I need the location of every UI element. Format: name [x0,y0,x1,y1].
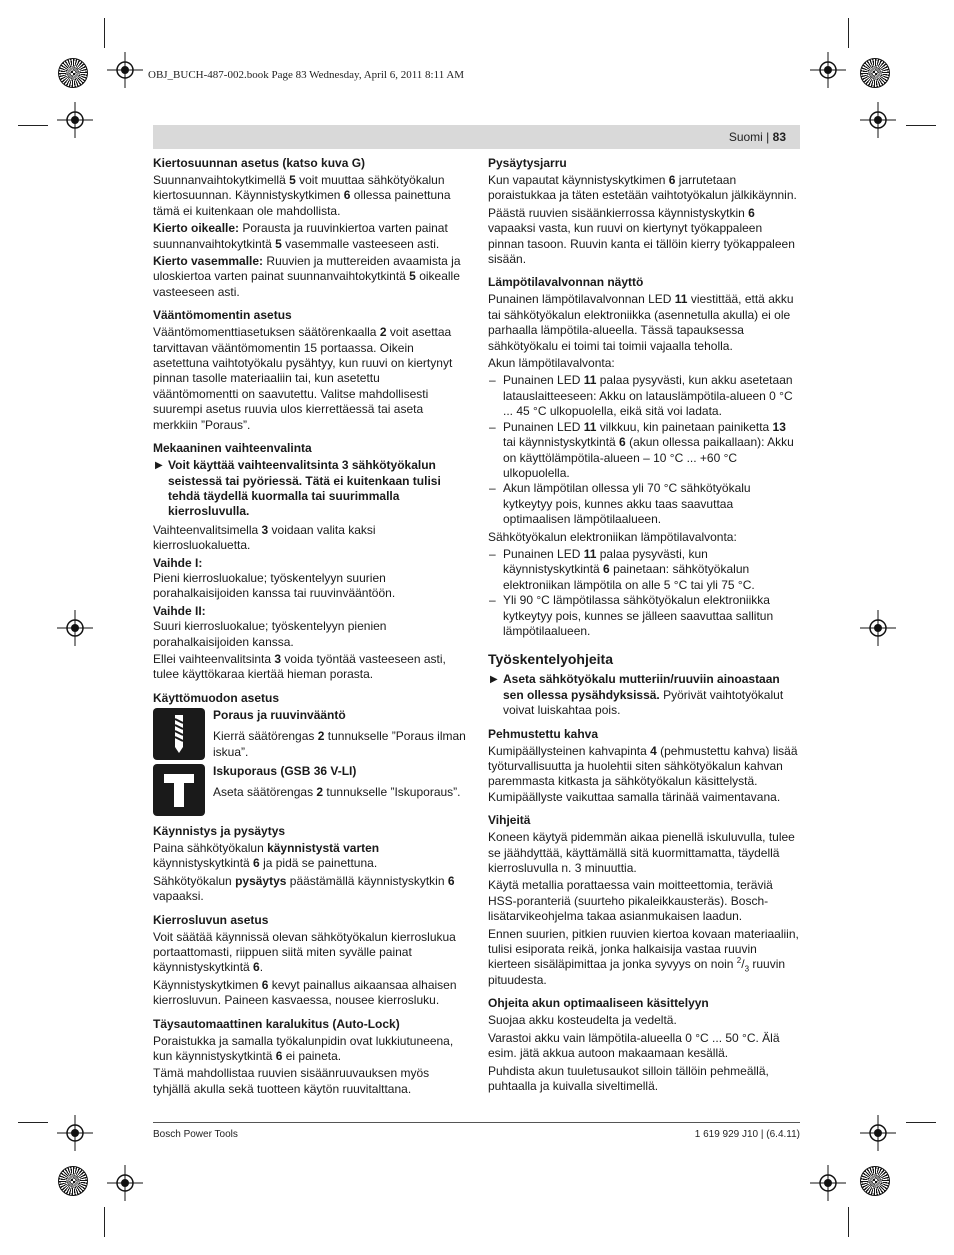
header-language: Suomi | 83 [728,130,786,144]
warning-triangle-icon: ▶ [155,460,163,472]
mode-drilling [153,708,466,760]
paragraph: Varastoi akku vain lämpötila-alueella 0 °C ... 50 °C. Älä esim. jätä akkua autoon makaamaan kesällä. [488,1030,780,1061]
paragraph: Pieni kierrosluokalue; työskentelyyn suurien porahalkaisijoiden kanssa tai ruuvinvääntöön. [153,570,396,601]
section-heading: Vihjeitä [488,813,531,828]
paragraph: Vaihteenvalitsimella 3 voidaan valita kaksi kierrosluokaluetta. [153,522,376,553]
page-header [153,125,800,149]
section-heading: Käyttömuodon asetus [153,690,280,705]
hammer-mode-icon [153,764,205,816]
paragraph: Ennen suurien, pitkien ruuvien kiertoa kovaan materiaaliin, tulisi esiporata reikä, jonka halkaisija vastaa ruuvin kierteen sisäläpimittaa ja jonka syvyys on noin $^2/_3$ ruuvin pituudesta. [488,926,799,987]
paragraph: Vääntömomenttiasetuksen säätörenkaalla 2 voit asettaa tarvittavan vääntömomentin 15 portaassa. Oikein asetettuna vaihtotyökalu pysähtyy, kun ruuvi on kiertynyt pinnan tasolle materiaaliin tai, kun asetettu vääntömomentti on saavutettu. Valitse mahdollisesti suurempi asetus ruuvia ulos kierrettäessä tai aseta merkkiin ”Poraus”. [153,325,453,432]
list-item: – Punainen LED 11 palaa pysyvästi, kun käynnistyskytkintä 6 painetaan: sähkötyökalun elektroniikan lämpötila on alle 5 °C tai yli 75 °C. [488,547,801,593]
paragraph: Suunnanvaihtokytkimellä 5 voit muuttaa sähkötyökalun kiertosuunnan. Käynnistyskytkimen 6 ollessa painettuna tämä ei kuitenkaan ole mahdollista. [153,173,451,218]
warning-note: ▶ Voit käyttää vaihteenvalitsinta 3 sähkötyökalun seistessä tai pyöriessä. Tätä ei kuitenkaan tulisi tehdä täydellä kuormalla tai suurimmalla kierrosluvulla. [155,458,441,519]
page-number: 83 [772,130,786,144]
trim-mark [104,1207,105,1237]
color-bar-disk-icon [58,58,88,88]
section-heading: Vääntömomentin asetus [153,308,292,323]
paragraph: Kierto vasemmalle: Ruuvien ja muttereiden avaamista ja uloskiertoa varten painat suunnanvaihtokytkintä 5 oikealle vasteeseen asti. [153,254,461,299]
trim-mark [906,125,936,126]
section-heading: Pysäytysjarru [488,156,567,170]
registration-mark-icon [57,610,93,646]
color-bar-disk-icon [860,1166,890,1196]
registration-mark-icon [57,1115,93,1151]
footer-brand: Bosch Power Tools [153,1129,238,1140]
list-item: – Yli 90 °C lämpötilassa sähkötyökalun elektroniikka kytkeytyy pois, kunnes se jälleen saavuttaa sallitun lämpötilaalueen. [488,593,801,639]
paragraph: Tämä mahdollistaa ruuvien sisäänruuvauksen myös tyhjällä akulla sekä tuotteen käytön ruuvitalttana. [153,1066,430,1096]
bullet-list [488,373,801,527]
warning-note: ▶ Aseta sähkötyökalu mutteriin/ruuviin ainoastaan sen ollessa pysähdyksissä. Pyörivät vaihtotyökalut voivat luiskahtaa pois. [490,672,784,718]
bullet-list [488,547,801,639]
registration-mark-icon [860,102,896,138]
trim-mark [18,1122,48,1123]
section-heading: Käynnistys ja pysäytys [153,824,286,838]
paragraph: Paina sähkötyökalun käynnistystä varten käynnistyskytkintä 6 ja pidä se painettuna. [153,841,380,871]
section-heading: Mekaaninen vaihteenvalinta [153,441,312,456]
paragraph: Ellei vaihteenvalitsinta 3 voida työntää vasteeseen asti, tulee käyttökaraa kiertää hieman porasta. [153,651,446,682]
paragraph: Käynnistyskytkimen 6 kevyt painallus aikaansaa alhaisen kierrosluvun. Paineen kasvaessa, nousee kierrosluku. [153,977,457,1008]
paragraph: Kierto oikealle: Porausta ja ruuvinkiertoa varten painat suunnanvaihtokytkintä 5 vasemmalle vasteeseen asti. [153,221,448,251]
paragraph: Sähkötyökalun pysäytys päästämällä käynnistyskytkin 6 vapaaksi. [153,873,455,904]
color-bar-disk-icon [58,1166,88,1196]
drill-mode-icon [153,708,205,760]
paragraph: Kun vapautat käynnistyskytkimen 6 jarrutetaan poraistukkaa ja täten estetään vaihtotyökalun jälkikäynnin. [488,173,797,203]
paragraph: Poraistukka ja samalla työkalunpidin ovat lukkiutuneena, kun käynnistyskytkintä 6 ei paineta. [153,1033,454,1064]
registration-mark-icon [107,52,143,88]
paragraph: Käytä metallia porattaessa vain moitteettomia, teräviä HSS-poranteriä (suurteho pikaleikkausteräs). Bosch-lisätarvikeohjelma takaa asianmukaisen laadun. [488,878,773,924]
trim-mark [18,125,48,126]
mode-title: Poraus ja ruuvinvääntö [213,707,346,722]
paragraph: Punainen lämpötilavalvonnan LED 11 viestittää, että akku tai sähkötyökalun elektroniikka (asennetulla akulla) ei ole parhaalla lämpötila-alueella. Tässä tapauksessa sähkötyökalu ei toimi tai toimii vajaalla teholla. [488,292,794,353]
section-heading: Pehmustettu kahva [488,726,599,741]
paragraph: Voit säätää käynnissä olevan sähkötyökalun kierroslukua portaattomasti, riippuen siitä miten syvälle painat käynnistyskytkintä 6. [153,929,456,975]
paragraph: Kumipäällysteinen kahvapinta 4 (pehmustettu kahva) lisää työturvallisuutta ja huolehtii siten sähkötyökalun kahvan paremmasta kitkasta ja sähkötyökalun käsittelystä. Kumipäällyste vaikuttaa samalla tärinää vaimentavana. [488,743,798,804]
left-column [153,156,466,1099]
gear-label: Vaihde II: [153,603,206,618]
mode-text: Aseta säätörengas 2 tunnukselle ”Iskuporaus”. [213,785,461,800]
section-heading: Täysautomaattinen karalukitus (Auto-Lock) [153,1016,400,1031]
section-heading: Lämpötilavalvonnan näyttö [488,275,644,290]
footer-rule [153,1122,800,1123]
warning-triangle-icon: ▶ [490,674,498,686]
paragraph: Suuri kierrosluokalue; työskentelyyn pienien porahalkaisijoiden kanssa. [153,619,387,649]
trim-mark [848,1207,849,1237]
paragraph: Puhdista akun tuuletusaukot silloin tällöin pehmeällä, puhtaalla ja kuivalla siveltimellä. [488,1063,769,1093]
paragraph: Päästä ruuvien sisäänkierrossa käynnistyskytkin 6 vapaaksi vasta, kun ruuvi on kiertynyt työkappaleen pinnan tasoon. Ruuvin kanta ei tällöin kierry työkappaleen sisään. [488,205,795,267]
gear-label: Vaihde I: [153,555,203,570]
paragraph: Sähkötyökalun elektroniikan lämpötilavalvonta: [488,529,737,544]
registration-mark-icon [860,610,896,646]
paragraph: Suojaa akku kosteudelta ja vedeltä. [488,1013,677,1028]
registration-mark-icon [107,1165,143,1201]
mode-title: Iskuporaus (GSB 36 V-LI) [213,764,357,778]
section-heading: Kiertosuunnan asetus (katso kuva G) [153,156,366,170]
registration-mark-icon [57,102,93,138]
trim-mark [848,18,849,48]
section-heading: Kierrosluvun asetus [153,912,269,927]
mode-text: Kierrä säätörengas 2 tunnukselle ”Poraus ilman iskua”. [213,729,466,759]
registration-mark-icon [860,1115,896,1151]
list-item: – Punainen LED 11 vilkkuu, kin painetaan painiketta 13 tai käynnistyskytkintä 6 (akun ollessa paikallaan): Akku on käyttölämpötila-alueen – 10 °C ... +60 °C ulkopuolella. [488,420,801,482]
footer-doc-number: 1 619 929 J10 | (6.4.11) [694,1129,800,1140]
registration-mark-icon [810,52,846,88]
section-heading: Ohjeita akun optimaaliseen käsittelyyn [488,996,709,1011]
registration-mark-icon [810,1165,846,1201]
paragraph: Koneen käytyä pidemmän aikaa pienellä iskuluvulla, tulee se jäähdyttää, käyttämällä sitä kuormittamatta, täydellä kierrosluvulla n. 3 minuuttia. [488,830,795,876]
trim-mark [906,1122,936,1123]
trim-mark [104,18,105,48]
color-bar-disk-icon [860,58,890,88]
right-column [488,156,801,1096]
section-title: Työskentelyohjeita [488,651,614,668]
print-slug: OBJ_BUCH-487-002.book Page 83 Wednesday, April 6, 2011 8:11 AM [148,69,465,81]
list-item: – Punainen LED 11 palaa pysyvästi, kun akku asetetaan latauslaitteeseen: Akku on latauslämpötila-alueen 0 °C ... 45 °C ulkopuolella, eikä sitä voi ladata. [488,373,801,419]
mode-impact-drilling [153,764,466,816]
paragraph: Akun lämpötilavalvonta: [488,356,615,371]
list-item: – Akun lämpötilan ollessa yli 70 °C sähkötyökalu kytkeytyy pois, kunnes akku taas saavuttaa optimaalisen lämpötilaalueen. [488,481,801,527]
